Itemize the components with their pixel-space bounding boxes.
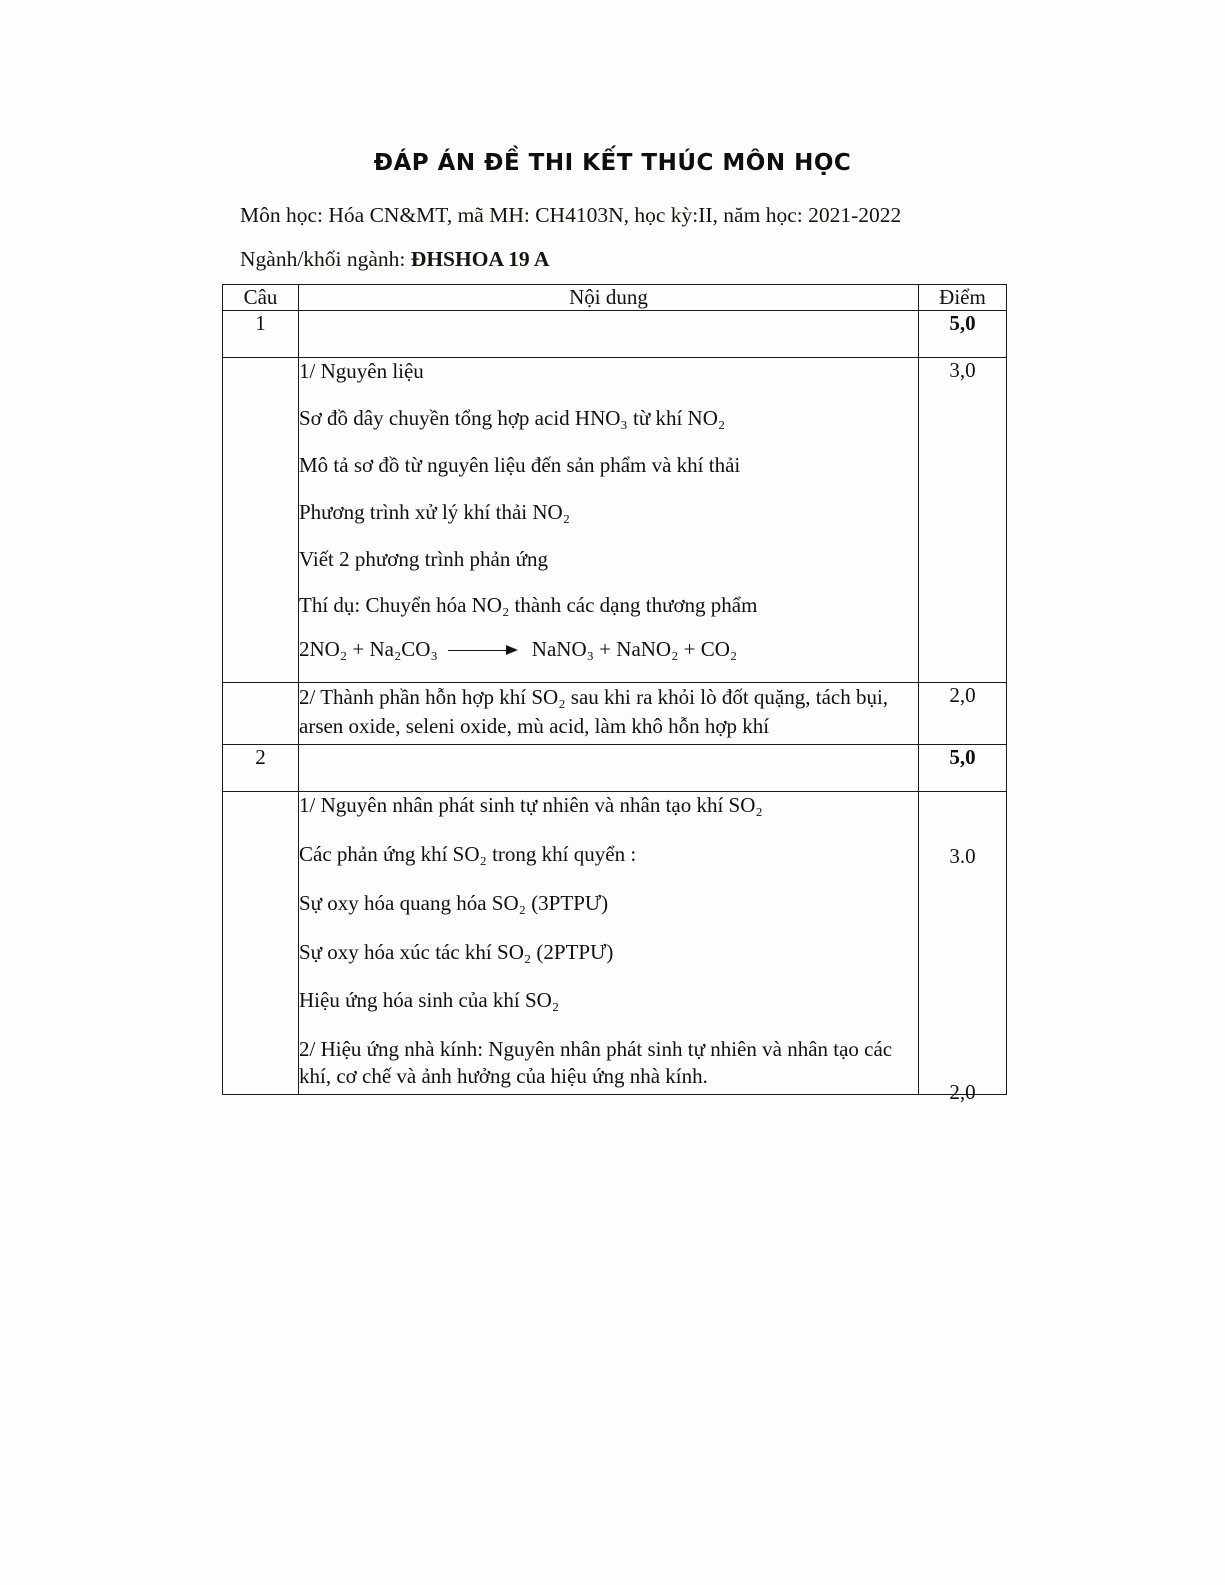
question-1-total-score: 5,0 <box>919 311 1007 358</box>
q1-part2-line: 2/ Thành phần hỗn hợp khí SO₂ sau khi ra khỏi lò đốt quặng, tách bụi, arsen oxide, seleni oxide, mù acid, làm khô hỗn hợp khí <box>299 685 889 738</box>
question-2-empty-content <box>299 744 919 791</box>
question-1-part-1-score: 3,0 <box>919 358 1007 683</box>
table-row <box>223 791 1007 1094</box>
table-header-row <box>223 285 1007 311</box>
question-2-scores-cell <box>919 791 1007 1104</box>
table-row <box>223 311 1007 358</box>
question-2-total-score: 5,0 <box>919 744 1007 791</box>
column-header-diem: Điểm <box>919 285 1007 311</box>
page-title: ĐÁP ÁN ĐỀ THI KẾT THÚC MÔN HỌC <box>373 150 852 176</box>
q1-chemical-equation <box>299 639 918 660</box>
question-2-part-2-score: 2,0 <box>949 1079 976 1104</box>
program-value: ĐHSHOA 19 A <box>410 247 550 271</box>
answer-key-table <box>222 284 1007 1104</box>
q2-line-5: Hiệu ứng hóa sinh của khí SO₂ <box>299 988 560 1013</box>
table-row <box>223 744 1007 791</box>
question-1-blank-cau-2 <box>223 683 299 745</box>
q1-line-5: Viết 2 phương trình phản ứng <box>299 546 548 571</box>
reaction-arrow-icon <box>448 644 522 656</box>
q2-part2-line: 2/ Hiệu ứng nhà kính: Nguyên nhân phát sinh tự nhiên và nhân tạo các khí, cơ chế và ảnh hưởng của hiệu ứng nhà kính. <box>299 1037 893 1089</box>
q1-line-4: Phương trình xử lý khí thải NO₂ <box>299 499 571 524</box>
question-2-blank-cau <box>223 791 299 1094</box>
question-1-part-2-score: 2,0 <box>919 683 1007 745</box>
column-header-cau: Câu <box>223 285 299 311</box>
question-1-part-2-content <box>299 683 919 745</box>
subject-meta-line: Môn học: Hóa CN&MT, mã MH: CH4103N, học kỳ:II, năm học: 2021-2022 <box>240 203 902 227</box>
question-2-part-1-score: 3.0 <box>949 843 976 868</box>
question-2-content <box>299 791 919 1094</box>
q2-line-2: Các phản ứng khí SO₂ trong khí quyển : <box>299 841 637 866</box>
table-row <box>223 358 1007 683</box>
question-number-1: 1 <box>223 311 299 358</box>
q1-line-3: Mô tả sơ đồ từ nguyên liệu đến sản phẩm và khí thải <box>299 452 741 477</box>
program-meta-line <box>240 247 549 272</box>
question-1-empty-content <box>299 311 919 358</box>
q2-line-3: Sự oxy hóa quang hóa SO₂ (3PTPƯ) <box>299 890 609 915</box>
q2-line-1: 1/ Nguyên nhân phát sinh tự nhiên và nhân tạo khí SO₂ <box>299 792 763 817</box>
equation-left-side: 2NO₂ + Na₂CO₃ <box>299 637 438 662</box>
table-row <box>223 683 1007 745</box>
program-label: Ngành/khối ngành: <box>240 247 411 271</box>
question-1-blank-cau <box>223 358 299 683</box>
q1-line-2: Sơ đồ dây chuyền tổng hợp acid HNO₃ từ khí NO₂ <box>299 405 726 430</box>
q1-line-1: 1/ Nguyên liệu <box>299 359 424 383</box>
q1-line-6: Thí dụ: Chuyển hóa NO₂ thành các dạng thương phẩm <box>299 593 758 618</box>
question-number-2: 2 <box>223 744 299 791</box>
column-header-noi-dung: Nội dung <box>299 285 919 311</box>
q2-line-4: Sự oxy hóa xúc tác khí SO₂ (2PTPƯ) <box>299 939 614 964</box>
equation-right-side: NaNO₃ + NaNO₂ + CO₂ <box>531 637 738 662</box>
question-1-part-1-content <box>299 358 919 683</box>
